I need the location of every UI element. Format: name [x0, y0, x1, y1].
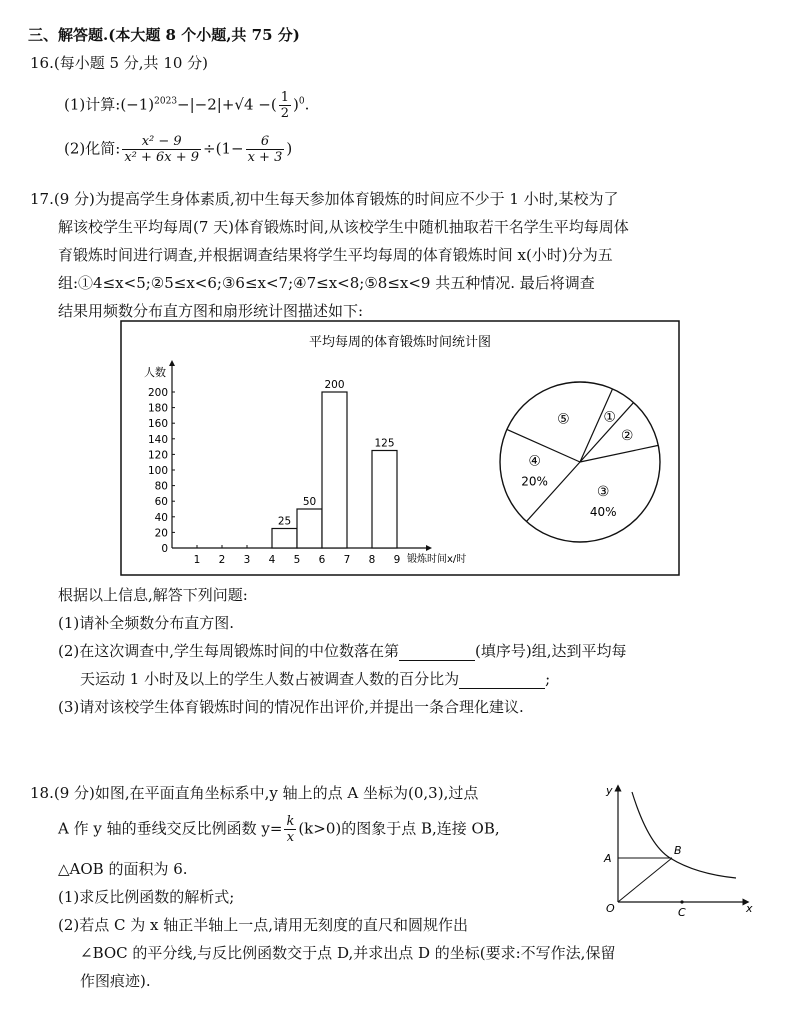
x-tick-label: 1 [193, 554, 201, 566]
x-axis-label: 锻炼时间x/时 [407, 554, 467, 565]
q17-statistics-figure [120, 320, 680, 576]
q18-sub2-end: 作图痕迹). [80, 972, 151, 990]
answer-blank-percent[interactable] [459, 670, 545, 689]
q18-sub2-cont: ∠BOC 的平分线,与反比例函数交于点 D,并求出点 D 的坐标(要求:不写作法,保留 [80, 944, 616, 962]
label-O: O [606, 902, 615, 915]
q16-part1: (1)计算$:(-1)^{2023}-|-2|+√4$ −( $\frac{1}{2}$ )$^0$. [64, 90, 310, 121]
point-C [680, 900, 683, 903]
x-tick-label: 8 [368, 554, 376, 566]
pie-chart [500, 382, 660, 542]
q16-heading: 16.(每小题 5 分,共 10 分) [30, 54, 209, 72]
histogram-bar [272, 529, 297, 549]
q17-line-1: 17.(9 分)为提高学生身体素质,初中生每天参加体育锻炼的时间应不少于 1 小时,某校为了 [30, 190, 619, 208]
q17-line-3: 育锻炼时间进行调查,并根据调查结果将学生平均每周的体育锻炼时间 x(小时)分为五 [58, 246, 613, 264]
y-tick-label: 0 [161, 543, 168, 555]
pie-slice-name: ④ [528, 453, 541, 470]
q17-line-2: 解该校学生平均每周(7 天)体育锻炼时间,从该校学生中随机抽取若干名学生平均每周体 [58, 218, 629, 236]
q17-sub2-cont: 天运动 1 小时及以上的学生人数占被调查人数的百分比为 ; [80, 670, 551, 688]
x-tick-label: 5 [293, 554, 301, 566]
label-y: y [606, 784, 613, 797]
bar-value-label: 200 [324, 379, 345, 391]
segment-OB [618, 858, 672, 902]
pie-slice-name: ① [603, 409, 616, 426]
pie-slice-name: ③ [596, 484, 610, 501]
bar-value-label: 50 [302, 496, 317, 508]
y-tick-label: 60 [154, 496, 168, 509]
bar-value-label: 125 [374, 437, 395, 450]
q16-part2: (2)化简: $\frac{\text{x² − 9}}{\text{x² + 6x + 9}}$ ÷(1− $\frac{6}{x + 3}$ ) [64, 134, 293, 165]
y-tick-label: 140 [147, 433, 168, 446]
q17-sub3: (3)请对该校学生体育锻炼时间的情况作出评价,并提出一条合理化建议. [58, 698, 524, 716]
q17-line-5: 结果用频数分布直方图和扇形统计图描述如下: [58, 302, 364, 320]
y-tick-label: 180 [147, 402, 168, 415]
chart-title: 平均每周的体育锻炼时间统计图 [308, 335, 492, 350]
histogram-bar [322, 392, 347, 548]
y-tick-label: 20 [154, 527, 168, 540]
x-tick-label: 2 [218, 554, 226, 566]
y-tick-label: 120 [147, 449, 168, 462]
x-tick-label: 4 [268, 554, 276, 566]
q17-line-4: 组:①4≤x<5;②5≤x<6;③6≤x<7;④7≤x<8;⑤8≤x<9 共五种情况. 最后将调查 [58, 274, 595, 292]
q18-line-3: △AOB 的面积为 6. [58, 860, 188, 878]
q18-line-1: 18.(9 分)如图,在平面直角坐标系中,y 轴上的点 A 坐标为(0,3),过点 [30, 784, 479, 802]
y-tick-label: 40 [154, 511, 168, 524]
y-tick-label: 100 [147, 465, 168, 477]
bar-value-label: 25 [277, 515, 292, 528]
q18-sub2: (2)若点 C 为 x 轴正半轴上一点,请用无刻度的直尺和圆规作出 [58, 916, 469, 934]
y-tick-label: 160 [147, 418, 168, 431]
pie-slice-percent: 20% [521, 474, 548, 489]
histogram-bar [372, 451, 397, 549]
q18-sub1: (1)求反比例函数的解析式; [58, 888, 235, 906]
histogram-bar [297, 509, 322, 548]
fraction-rational: $\frac{\text{x² − 9}}{\text{x² + 6x + 9}}$ [124, 134, 200, 165]
q17-sub1: (1)请补全频数分布直方图. [58, 614, 235, 632]
inverse-function-curve [632, 792, 736, 878]
y-axis-label: 人数 [144, 366, 166, 379]
label-x: x [746, 902, 753, 915]
pie-slice-name: ⑤ [557, 411, 570, 428]
x-tick-label: 7 [343, 554, 351, 566]
q18-line-2: A 作 y 轴的垂线交反比例函数 y= $\frac{k}{x}$ (k>0)的图象于点 B,连接 OB, [58, 814, 500, 845]
y-tick-label: 80 [154, 480, 168, 493]
section-title: 三、解答题.(本大题 8 个小题,共 75 分) [28, 26, 300, 44]
pie-slice-name: ② [620, 427, 634, 444]
fraction-k-over-x: $\frac{k}{x}$ [286, 814, 295, 845]
x-tick-label: 6 [318, 554, 326, 566]
x-tick-label: 9 [393, 554, 401, 566]
fraction-half: $\frac{1}{2}$ [280, 90, 289, 121]
q17-sub2: (2)在这次调查中,学生每周锻炼时间的中位数落在第 (填序号)组,达到平均每 [58, 642, 627, 660]
pie-slice-percent: 40% [589, 505, 617, 520]
x-tick-label: 3 [243, 554, 251, 566]
q18-coordinate-figure [596, 778, 756, 918]
label-B: B [674, 844, 682, 857]
label-A: A [604, 852, 612, 865]
q17-after-text: 根据以上信息,解答下列问题: [58, 586, 248, 604]
answer-blank-group[interactable] [399, 642, 475, 661]
y-tick-label: 200 [147, 387, 168, 399]
fraction-six: $\frac{6}{x + 3}$ [247, 134, 283, 165]
label-C: C [678, 906, 686, 918]
